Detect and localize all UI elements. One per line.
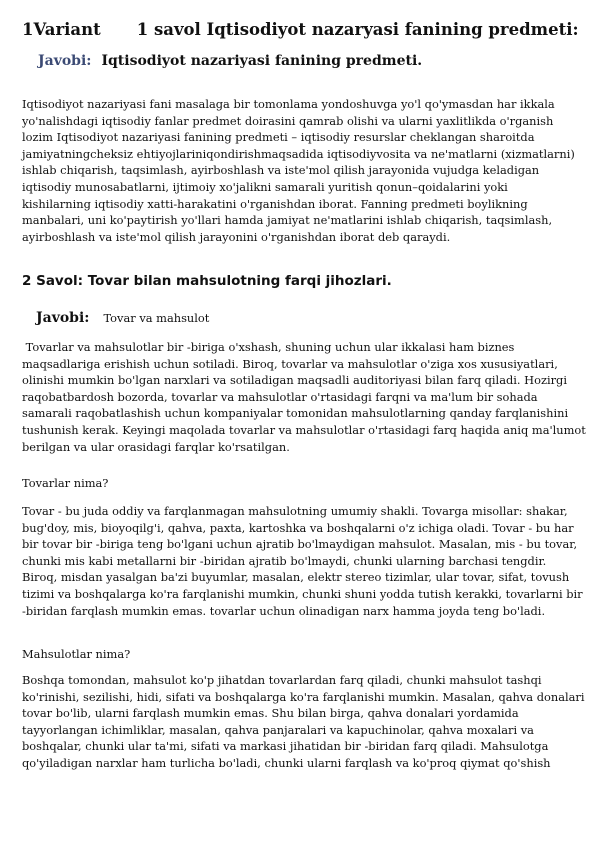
text-line: tayyorlangan ichimliklar, masalan, qahva panjaralari va kapuchinolar, qahva moxalari va bbox=[22, 722, 534, 737]
text-line: lozim Iqtisodiyot nazariyasi fanining predmeti – iqtisodiy resurslar cheklangan sharoitda bbox=[22, 130, 535, 145]
text-line: qo'yiladigan narxlar ham turlicha bo'ladi, chunki ularni farqlash va ko'proq qiymat qo'shish bbox=[22, 755, 551, 770]
text-line: chunki mis kabi metallarni bir -biridan ajratib bo'lmaydi, chunki ularning barchasi tengdir. bbox=[22, 553, 547, 568]
text-line: tushunish kerak. Keyingi maqolada tovarlar va mahsulotlar o'rtasidagi farq haqida aniq ma'lumot bbox=[22, 422, 586, 437]
text-line: tovar bo'lib, ularni farqlash mumkin emas. Shu bilan birga, qahva donalari yordamida bbox=[22, 706, 519, 721]
variant-label: 1Variant bbox=[22, 20, 101, 39]
answer-2-heading bbox=[36, 307, 209, 326]
question-1-heading bbox=[22, 20, 579, 39]
question-2-heading: 2 Savol: Tovar bilan mahsulotning farqi jihozlari. bbox=[22, 273, 392, 289]
question-1-text: 1 savol Iqtisodiyot nazaryasi fanining predmeti: bbox=[136, 20, 579, 39]
text-line: samarali raqobatlashish uchun kompaniyalar tomonidan mahsulotlarning qanday farqlanishini bbox=[22, 406, 569, 421]
answer-1-paragraph bbox=[22, 96, 588, 245]
text-line: ko'rinishi, sezilishi, hidi, sifati va boshqalarga ko'ra farqlanishi mumkin. Masalan, qahva donalari bbox=[22, 689, 585, 704]
text-line: Tovar - bu juda oddiy va farqlanmagan mahsulotning umumiy shakli. Tovarga misollar: shakar, bbox=[22, 504, 568, 518]
text-line: raqobatbardosh bozorda, tovarlar va mahsulotlar o'rtasidagi farqni va ma'lum bir sohada bbox=[22, 389, 538, 404]
mahsulot-subheading: Mahsulotlar nima? bbox=[22, 647, 131, 661]
text-line: Iqtisodiyot nazariyasi fani masalaga bir tomonlama yondoshuvga yo'l qo'ymasdan har ikkala bbox=[22, 97, 555, 111]
text-line: -biridan farqlash mumkin emas. tovarlar uchun olinadigan narx hamma joyda teng bo'ladi. bbox=[22, 603, 546, 618]
tovar-subheading: Tovarlar nima? bbox=[22, 476, 109, 490]
tovar-paragraph bbox=[22, 503, 588, 619]
text-line: Boshqa tomondan, mahsulot ko'p jihatdan tovarlardan farq qiladi, chunki mahsulot tashqi bbox=[22, 673, 542, 687]
mahsulot-paragraph bbox=[22, 672, 588, 772]
text-line: tizimi va boshqalarga ko'ra farqlanishi mumkin, chunki shuni yodda tutish kerakki, tovarlarni bir bbox=[22, 586, 583, 601]
answer-2-title: Tovar va mahsulot bbox=[103, 311, 210, 325]
text-line: manbalari, uni ko'paytirish yo'llari hamda jamiyat ne'matlarini ishlab chiqarish, taqsimlash, bbox=[22, 213, 553, 228]
answer-1-title: Iqtisodiyot nazariyasi fanining predmeti. bbox=[101, 53, 423, 69]
text-line: jamiyatningcheksiz ehtiyojlariniqondirishmaqsadida iqtisodiyvosita va ne'matlarni (xizmatlarni) bbox=[22, 146, 575, 161]
text-line: ishlab chiqarish, taqsimlash, ayirboshlash va iste'mol qilish jarayonida vujudga keladigan bbox=[22, 163, 540, 178]
text-line: bug'doy, mis, bioyoqilg'i, qahva, paxta, kartoshka va boshqalarni o'z ichiga oladi. Tovar - bu har bbox=[22, 520, 574, 535]
text-line: iqtisodiy munosabatlarni, ijtimoiy xo'jalikni samarali yuritish qonun–qoidalarini yoki bbox=[22, 179, 508, 194]
text-line: boshqalar, chunki ular ta'mi, sifati va markasi jihatidan bir -biridan farq qiladi. Mahsulotga bbox=[22, 739, 549, 754]
text-line: maqsadlariga erishish uchun sotiladi. Biroq, tovarlar va mahsulotlar o'ziga xos xususiyatlari, bbox=[22, 356, 558, 371]
text-line: bir tovar bir -biriga teng bo'lgani uchun ajratib bo'lmaydigan mahsulot. Masalan, mis - bu tovar, bbox=[22, 537, 578, 552]
answer-1-label: Javobi: bbox=[38, 53, 92, 69]
answer-2-label: Javobi: bbox=[36, 310, 90, 326]
text-line: Biroq, misdan yasalgan ba'zi buyumlar, masalan, elektr stereo tizimlar, ular tovar, sifat, tovush bbox=[22, 570, 570, 585]
answer-1-heading bbox=[38, 53, 422, 69]
text-line: kishilarning iqtisodiy xatti-harakatini o'rganishdan iborat. Fanning predmeti boylikning bbox=[22, 196, 528, 211]
text-line: ayirboshlash va iste'mol qilish jarayonini o'rganishdan iborat deb qaraydi. bbox=[22, 229, 451, 244]
text-line: Tovarlar va mahsulotlar bir -biriga o'xshash, shuning uchun ular ikkalasi ham biznes bbox=[22, 340, 515, 354]
text-line: olinishi mumkin bo'lgan narxlari va sotiladigan maqsadli auditoriyasi bilan farq qiladi. Hozirgi bbox=[22, 373, 567, 388]
text-line: yo'nalishdagi iqtisodiy fanlar predmet doirasini qamrab olishi va ularni yaxlitlikda o'rganish bbox=[22, 113, 554, 128]
intro-paragraph bbox=[22, 339, 588, 455]
text-line: berilgan va ular orasidagi farqlar ko'rsatilgan. bbox=[22, 439, 290, 454]
